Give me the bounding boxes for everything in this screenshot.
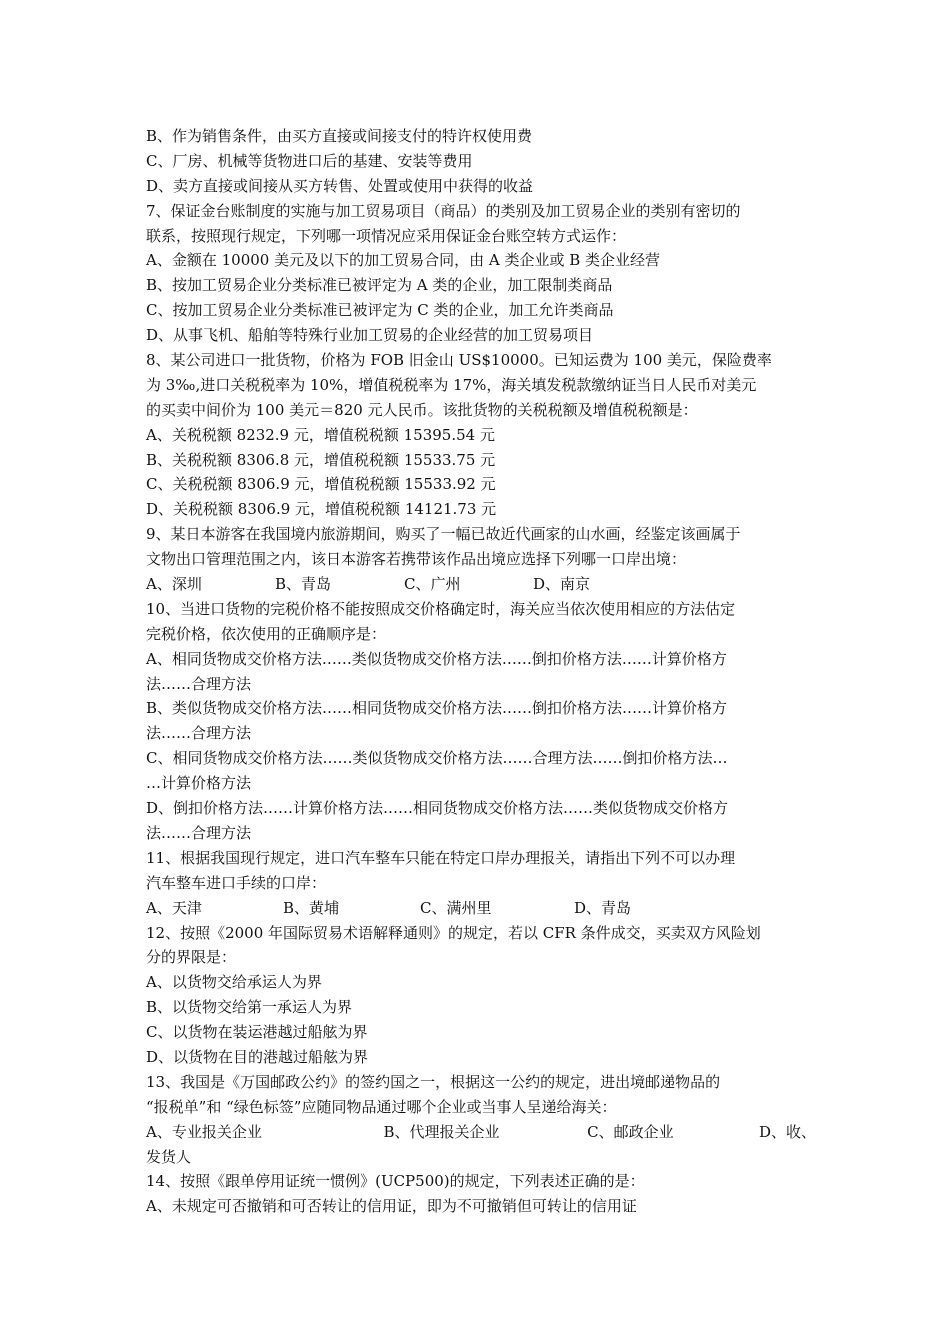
text-line: C、相同货物成交价格方法……类似货物成交价格方法……合理方法……倒扣价格方法… [146, 749, 728, 768]
text-line: A、未规定可否撤销和可否转让的信用证，即为不可撤销但可转让的信用证 [146, 1197, 637, 1216]
text-line: 法……合理方法 [146, 724, 252, 743]
question-10-line: 10、当进口货物的完税价格不能按照成交价格确定时，海关应当依次使用相应的方法估定 [146, 599, 736, 618]
option-d: D、青岛 [574, 898, 632, 917]
question-7-line: 7、保证金台账制度的实施与加工贸易项目（商品）的类别及加工贸易企业的类别有密切的 [146, 201, 741, 220]
text-line: “报税单”和 “绿色标签”应随同物品通过哪个企业或当事人呈递给海关： [146, 1097, 617, 1116]
text-line: D、倒扣价格方法……计算价格方法……相同货物成交价格方法……类似货物成交价格方 [146, 799, 729, 818]
question-9-line: 9、某日本游客在我国境内旅游期间，购买了一幅已故近代画家的山水画，经鉴定该画属于 [146, 525, 741, 544]
text-line: 完税价格，依次使用的正确顺序是： [146, 624, 387, 643]
text-line: C、按加工贸易企业分类标准已被评定为 C 类的企业，加工允许类商品 [146, 301, 614, 320]
text-line: 汽车整车进口手续的口岸： [146, 873, 327, 892]
text-line: 文物出口管理范围之内，该日本游客若携带该作品出境应选择下列哪一口岸出境： [146, 550, 687, 569]
text-line: B、关税税额 8306.8 元，增值税税额 15533.75 元 [146, 450, 496, 469]
text-line: …计算价格方法 [146, 774, 252, 793]
option-a: A、深圳 [146, 575, 202, 594]
text-line: A、以货物交给承运人为界 [146, 973, 322, 992]
option-d: D、南京 [533, 575, 591, 594]
text-line: 联系，按照现行规定，下列哪一项情况应采用保证金台账空转方式运作： [146, 226, 627, 245]
text-line: C、厂房、机械等货物进口后的基建、安装等费用 [146, 151, 473, 170]
option-b: B、青岛 [275, 575, 332, 594]
text-line: D、关税税额 8306.9 元，增值税税额 14121.73 元 [146, 500, 497, 519]
option-c: C、邮政企业 [587, 1122, 674, 1141]
text-line: A、相同货物成交价格方法……类似货物成交价格方法……倒扣价格方法……计算价格方 [146, 649, 727, 668]
question-8-line: 8、某公司进口一批货物，价格为 FOB 旧金山 US$10000。已知运费为 100 美元，保险费率 [146, 351, 772, 370]
text-line: 法……合理方法 [146, 823, 252, 842]
question-9-options [146, 572, 816, 597]
text-line: B、按加工贸易企业分类标准已被评定为 A 类的企业，加工限制类商品 [146, 276, 613, 295]
option-a: A、专业报关企业 [146, 1122, 262, 1141]
question-11-options [146, 896, 816, 921]
question-13-options [146, 1120, 816, 1145]
question-14-line: 14、按照《跟单停用证统一惯例》(UCP500)的规定，下列表述正确的是： [146, 1172, 645, 1191]
text-line: B、类似货物成交价格方法……相同货物成交价格方法……倒扣价格方法……计算价格方 [146, 699, 728, 718]
text-line: D、以货物在目的港越过船舷为界 [146, 1047, 369, 1066]
text-line: A、金额在 10000 美元及以下的加工贸易合同，由 A 类企业或 B 类企业经营 [146, 251, 661, 270]
text-line: D、从事飞机、船舶等特殊行业加工贸易的企业经营的加工贸易项目 [146, 326, 594, 345]
text-line: 法……合理方法 [146, 674, 252, 693]
text-line: D、卖方直接或间接从买方转售、处置或使用中获得的收益 [146, 176, 534, 195]
question-11-line: 11、根据我国现行规定，进口汽车整车只能在特定口岸办理报关，请指出下列不可以办理 [146, 848, 736, 867]
text-line: 的买卖中间价为 100 美元＝820 元人民币。该批货物的关税税额及增值税税额是： [146, 400, 698, 419]
text-line: A、关税税额 8232.9 元，增值税税额 15395.54 元 [146, 425, 495, 444]
text-line: 分的界限是： [146, 948, 237, 967]
option-d: D、收、 [758, 1122, 816, 1141]
option-a: A、天津 [146, 898, 202, 917]
text-line: C、关税税额 8306.9 元，增值税税额 15533.92 元 [146, 475, 496, 494]
question-12-line: 12、按照《2000 年国际贸易术语解释通则》的规定，若以 CFR 条件成交，买卖双方风险划 [146, 923, 761, 942]
text-line: 为 3‰,进口关税税率为 10%，增值税税率为 17%，海关填发税款缴纳证当日人民币对美元 [146, 375, 757, 394]
option-c: C、满州里 [420, 898, 492, 917]
option-c: C、广州 [404, 575, 461, 594]
option-b: B、黄埔 [283, 898, 340, 917]
text-line: C、以货物在装运港越过船舷为界 [146, 1023, 368, 1042]
document-body [146, 124, 816, 1219]
text-line: B、以货物交给第一承运人为界 [146, 998, 353, 1017]
option-b: B、代理报关企业 [383, 1122, 500, 1141]
question-13-line: 13、我国是《万国邮政公约》的签约国之一，根据这一公约的规定，进出境邮递物品的 [146, 1072, 721, 1091]
text-line: B、作为销售条件，由买方直接或间接支付的特许权使用费 [146, 127, 533, 145]
text-line: 发货人 [146, 1147, 192, 1166]
